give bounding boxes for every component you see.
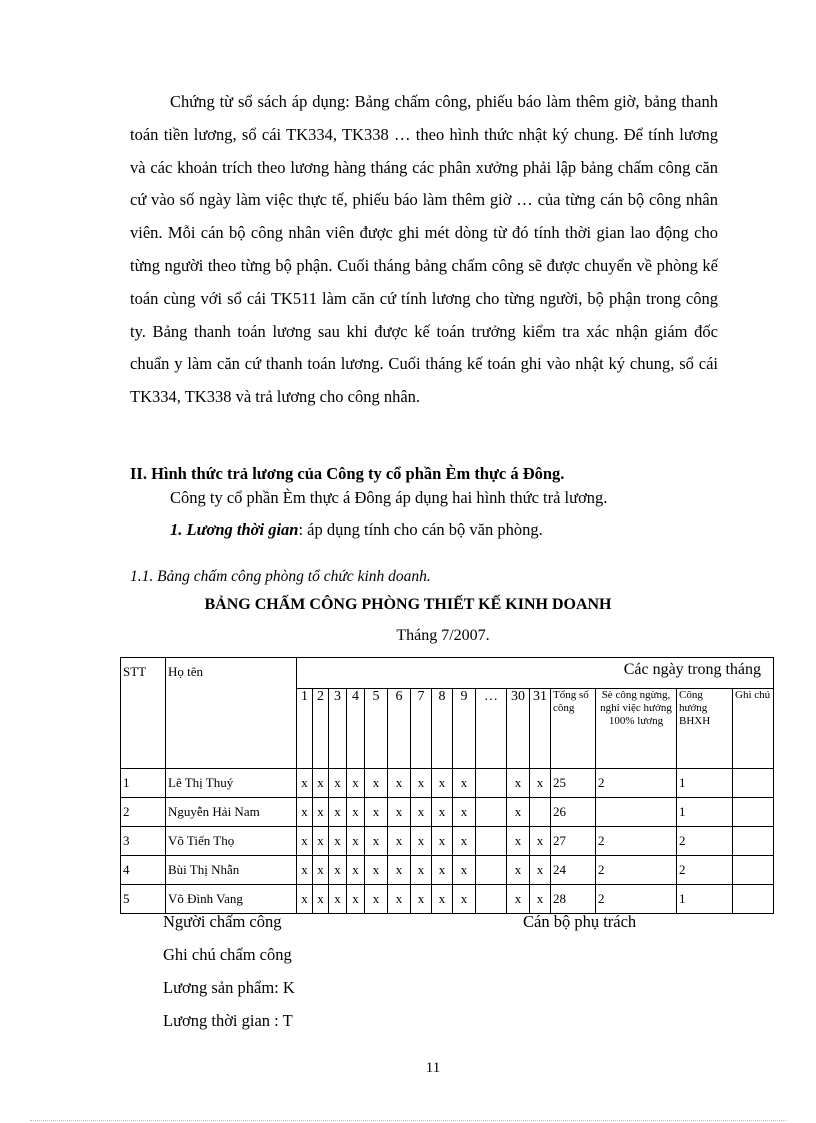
table-row	[121, 885, 774, 914]
cell-day-mark: x	[329, 885, 347, 914]
header-note: Ghi chú	[733, 689, 774, 769]
header-day-9: 9	[453, 689, 476, 769]
cell-bhxh: 1	[677, 885, 733, 914]
section-intro: Công ty cổ phần Èm thực á Đông áp dụng hai hình thức trả lương.	[170, 488, 608, 507]
cell-day-mark: x	[365, 827, 388, 856]
header-day-3: 3	[329, 689, 347, 769]
cell-day-mark: x	[347, 885, 365, 914]
cell-stop: 2	[596, 827, 677, 856]
cell-day-mark: x	[297, 885, 313, 914]
cell-stop: 2	[596, 885, 677, 914]
cell-day-mark: x	[365, 856, 388, 885]
cell-note	[733, 798, 774, 827]
cell-total: 27	[551, 827, 596, 856]
cell-day-mark: x	[453, 827, 476, 856]
cell-total: 28	[551, 885, 596, 914]
cell-note	[733, 827, 774, 856]
cell-day-mark: x	[507, 885, 530, 914]
cell-day-mark: x	[313, 885, 329, 914]
cell-day-mark: x	[313, 856, 329, 885]
table-row	[121, 827, 774, 856]
sign-left: Người chấm công	[163, 912, 282, 931]
header-day-5: 5	[365, 689, 388, 769]
cell-day-mark: x	[432, 827, 453, 856]
cell-day-mark: x	[453, 885, 476, 914]
cell-day-mark: x	[313, 798, 329, 827]
cell-day-mark: x	[365, 798, 388, 827]
note-title: Ghi chú chấm công	[163, 945, 292, 964]
cell-day-mark: x	[453, 798, 476, 827]
table-row	[121, 769, 774, 798]
cell-day-mark: x	[530, 827, 551, 856]
cell-day-mark: x	[530, 769, 551, 798]
item-1-text: : áp dụng tính cho cán bộ văn phòng.	[298, 520, 543, 539]
cell-stt: 2	[121, 798, 166, 827]
cell-stt: 3	[121, 827, 166, 856]
cell-day-mark: x	[297, 827, 313, 856]
cell-day-mark: x	[507, 798, 530, 827]
header-day-7: 7	[411, 689, 432, 769]
header-day-11: 30	[507, 689, 530, 769]
cell-day-mark: x	[347, 827, 365, 856]
cell-day-mark: x	[388, 769, 411, 798]
cell-bhxh: 1	[677, 769, 733, 798]
header-day-2: 2	[313, 689, 329, 769]
cell-day-mark: x	[313, 827, 329, 856]
cell-day-mark	[476, 885, 507, 914]
footer-divider	[30, 1120, 786, 1121]
cell-day-mark: x	[453, 856, 476, 885]
cell-day-mark	[476, 769, 507, 798]
cell-stt: 4	[121, 856, 166, 885]
cell-total: 25	[551, 769, 596, 798]
timesheet-table	[120, 657, 774, 914]
cell-day-mark: x	[347, 798, 365, 827]
note-product-wage: Lương sản phẩm: K	[163, 978, 295, 997]
cell-day-mark: x	[411, 885, 432, 914]
cell-day-mark: x	[530, 856, 551, 885]
cell-stop: 2	[596, 769, 677, 798]
cell-day-mark: x	[297, 769, 313, 798]
cell-day-mark: x	[329, 798, 347, 827]
cell-note	[733, 769, 774, 798]
body-paragraph	[130, 86, 718, 414]
header-day-1: 1	[297, 689, 313, 769]
header-total: Tổng số công	[551, 689, 596, 769]
header-stop: Sè công ngừng, nghỉ việc hưởng 100% lương	[596, 689, 677, 769]
table-row	[121, 856, 774, 885]
cell-day-mark: x	[530, 885, 551, 914]
header-days: Các ngày trong tháng	[297, 658, 774, 689]
table-title: BẢNG CHẤM CÔNG PHÒNG THIẾT KẾ KINH DOANH	[204, 596, 612, 613]
cell-day-mark: x	[329, 856, 347, 885]
cell-bhxh: 1	[677, 798, 733, 827]
cell-day-mark	[476, 827, 507, 856]
cell-day-mark: x	[388, 856, 411, 885]
header-day-12: 31	[530, 689, 551, 769]
cell-day-mark: x	[388, 885, 411, 914]
cell-day-mark: x	[313, 769, 329, 798]
header-day-8: 8	[432, 689, 453, 769]
header-stt: STT	[121, 658, 166, 769]
cell-day-mark: x	[432, 769, 453, 798]
item-1-label: 1. Lương thời gian	[170, 520, 299, 539]
cell-day-mark	[476, 856, 507, 885]
header-bhxh: Công hưởng BHXH	[677, 689, 733, 769]
cell-name: Võ Đình Vang	[166, 885, 297, 914]
cell-day-mark: x	[388, 827, 411, 856]
header-day-10: …	[476, 689, 507, 769]
cell-day-mark: x	[388, 798, 411, 827]
section-heading: II. Hình thức trả lương của Công ty cổ phần Èm thực á Đông.	[130, 464, 565, 483]
note-time-wage: Lương thời gian : T	[163, 1011, 293, 1030]
cell-day-mark: x	[411, 769, 432, 798]
cell-stop: 2	[596, 856, 677, 885]
body-paragraph-text: Chứng từ sổ sách áp dụng: Bảng chấm công, phiếu báo làm thêm giờ, bảng thanh toán tiền lương, sổ cái TK334, TK338 … theo hình thức nhật ký chung. Để tính lương và các khoản trích theo lương hàng tháng các phân xưởng phải lập bảng chấm công căn cứ vào số ngày làm việc thực tế, phiếu báo làm thêm giờ … của từng cán bộ công nhân viên. Mỗi cán bộ công nhân viên được ghi mét dòng từ đó tính thời gian lao động cho từng người theo từng bộ phận. Cuối tháng bảng chấm công sẽ được chuyển về phòng kế toán cùng với sổ cái TK511 làm căn cứ tính lương cho từng người, bộ phận trong công ty. Bảng thanh toán lương sau khi được kế toán trưởng kiểm tra xác nhận giám đốc chuẩn y làm căn cứ thanh toán lương. Cuối tháng kế toán ghi vào nhật ký chung, sổ cái TK334, TK338 và trả lương cho công nhân.	[130, 92, 718, 407]
subsection-title: 1.1. Bảng chấm công phòng tổ chức kinh doanh.	[130, 568, 431, 585]
cell-day-mark: x	[432, 798, 453, 827]
cell-day-mark: x	[365, 769, 388, 798]
cell-day-mark	[476, 798, 507, 827]
cell-note	[733, 885, 774, 914]
cell-stt: 1	[121, 769, 166, 798]
cell-day-mark: x	[432, 856, 453, 885]
cell-day-mark	[530, 798, 551, 827]
table-row	[121, 798, 774, 827]
cell-stt: 5	[121, 885, 166, 914]
cell-day-mark: x	[297, 798, 313, 827]
cell-stop	[596, 798, 677, 827]
cell-bhxh: 2	[677, 827, 733, 856]
header-name: Họ tên	[166, 658, 297, 769]
cell-day-mark: x	[507, 827, 530, 856]
cell-name: Lê Thị Thuý	[166, 769, 297, 798]
cell-total: 24	[551, 856, 596, 885]
cell-day-mark: x	[507, 769, 530, 798]
table-month: Tháng 7/2007.	[396, 627, 490, 644]
cell-name: Nguyễn Hải Nam	[166, 798, 297, 827]
cell-name: Võ Tiến Thọ	[166, 827, 297, 856]
cell-name: Bùi Thị Nhẫn	[166, 856, 297, 885]
item-1	[170, 520, 543, 540]
page-number: 11	[425, 1060, 441, 1076]
cell-day-mark: x	[453, 769, 476, 798]
cell-day-mark: x	[329, 769, 347, 798]
cell-day-mark: x	[329, 827, 347, 856]
cell-bhxh: 2	[677, 856, 733, 885]
header-day-6: 6	[388, 689, 411, 769]
cell-day-mark: x	[297, 856, 313, 885]
cell-day-mark: x	[411, 856, 432, 885]
cell-day-mark: x	[432, 885, 453, 914]
cell-note	[733, 856, 774, 885]
cell-day-mark: x	[411, 798, 432, 827]
cell-day-mark: x	[347, 769, 365, 798]
cell-day-mark: x	[365, 885, 388, 914]
header-day-4: 4	[347, 689, 365, 769]
cell-day-mark: x	[347, 856, 365, 885]
cell-day-mark: x	[411, 827, 432, 856]
cell-day-mark: x	[507, 856, 530, 885]
sign-right: Cán bộ phụ trách	[523, 912, 637, 931]
cell-total: 26	[551, 798, 596, 827]
